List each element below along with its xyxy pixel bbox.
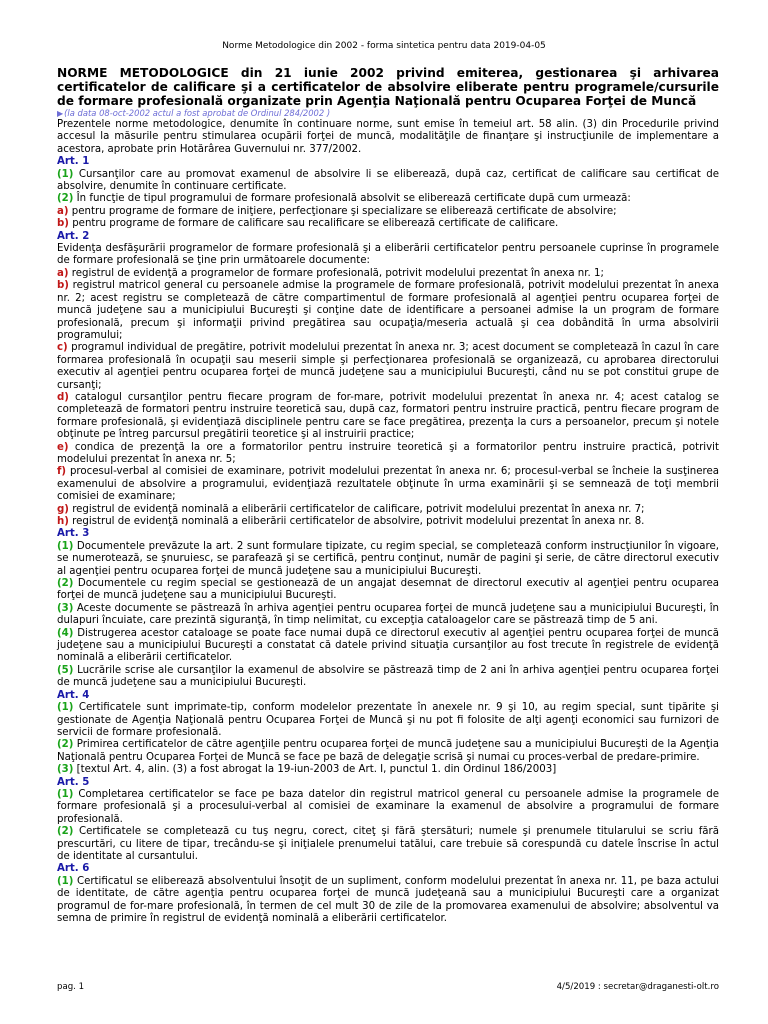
paragraph-text: Documentele prevăzute la art. 2 sunt formulare tipizate, cu regim special, se completează conform instrucţiunilor în vigoare, se numerotează, se şnuruiesc, se parafează şi se certifică, pentru conţinut, număr de pagini şi serie, de către directorul executiv al agenţiei pentru ocuparea forţei de muncă judeţene sau a municipiului Bucureşti.	[57, 540, 719, 577]
list-item	[57, 466, 719, 503]
paragraph-number: (2)	[57, 826, 74, 838]
item-letter: a)	[57, 267, 69, 279]
paragraph-number: (1)	[57, 702, 74, 714]
paragraph-text: Cursanţilor care au promovat examenul de absolvire li se eliberează, după caz, certificat de calificare sau certificat de absolvire, denumite în continuare certificate.	[57, 168, 719, 193]
paragraph-text: Documentele cu regim special se gestionează de un angajat desemnat de directorul executiv al agenţiei pentru ocuparea forţei de muncă judeţene sau a municipiului Bucureşti.	[57, 578, 719, 602]
numbered-paragraph	[57, 789, 719, 826]
article-heading	[57, 156, 719, 168]
item-letter: d)	[57, 391, 69, 403]
article-heading	[57, 231, 719, 243]
list-item	[57, 442, 719, 467]
list-item	[57, 516, 719, 528]
paragraph-number: (1)	[57, 788, 74, 800]
paragraph-text: Distrugerea acestor cataloage se poate face numai după ce directorul executiv al agenţiei pentru ocuparea forţei de muncă judeţene sau a municipiului Bucureşti a constatat că datele privind situaţia cursanţilor au fost trecute în registrele de evidenţă nominală a eliberării certificatelor.	[57, 627, 719, 664]
paragraph-text: Certificatele se completează cu tuş negru, corect, citeţ şi fără ştersături; numele şi prenumele titularului se scriu fără prescurtări, cu litere de tipar, trecându-se şi iniţialele prenumelui tatălui, care trebuie să corespundă cu datele înscrise în actul de identitate al cursantului.	[57, 826, 719, 862]
paragraph-number: (4)	[57, 627, 74, 639]
item-letter: e)	[57, 441, 69, 453]
article-heading-label: Art. 5	[57, 776, 90, 788]
article-heading	[57, 528, 719, 540]
paragraph	[57, 119, 719, 156]
paragraph-text: Aceste documente se păstrează în arhiva agenţiei pentru ocuparea forţei de muncă judeţene sau a municipiului Bucureşti, în dulapuri încuiate, care prezintă siguranţă, în timp nelimitat, cu excepţia cataloagelor care se păstrează timp de 5 ani.	[57, 602, 719, 627]
article-heading-label: Art. 4	[57, 689, 90, 701]
item-letter: b)	[57, 218, 69, 230]
document-title: NORME METODOLOGICE din 21 iunie 2002 privind emiterea, gestionarea şi arhivarea certificatelor de calificare şi a certificatelor de absolvire eliberate pentru programele/cursurile de formare profesională organizate prin Agenţia Naţională pentru Ocuparea Forţei de Muncă	[57, 66, 719, 108]
paragraph-number: (1)	[57, 540, 74, 552]
article-heading-label: Art. 1	[57, 156, 90, 168]
paragraph	[57, 243, 719, 268]
paragraph-number: (5)	[57, 664, 74, 676]
paragraph-text: pentru programe de formare de calificare sau recalificare se eliberează certificate de calificare.	[72, 218, 559, 230]
article-heading-label: Art. 3	[57, 528, 90, 540]
paragraph-text: registrul de evidenţă a programelor de formare profesională, potrivit modelului prezentat în anexa nr. 1;	[71, 267, 604, 279]
paragraph-text: condica de prezenţă la ore a formatorilor pentru instruire teoretică şi a formatorilor pentru instruire practică, potrivit modelului prezentat în anexa nr. 5;	[57, 441, 719, 465]
numbered-paragraph	[57, 764, 719, 776]
numbered-paragraph	[57, 876, 719, 926]
list-item	[57, 392, 719, 442]
approval-note-text: (la data 08-oct-2002 actul a fost aprobat de Ordinul 284/2002 )	[64, 108, 331, 118]
paragraph-number: (1)	[57, 875, 74, 887]
paragraph-text: registrul de evidenţă nominală a eliberării certificatelor de calificare, potrivit modelului prezentat în anexa nr. 7;	[72, 503, 645, 515]
list-item	[57, 206, 719, 218]
article-heading	[57, 777, 719, 789]
paragraph-text: Certificatele sunt imprimate-tip, conform modelelor prezentate în anexele nr. 9 şi 10, au regim special, sunt tipărite şi gestionate de Agenţia Naţională pentru Ocuparea Forţei de Muncă şi nu pot fi folosite de alţi agenţi economici sau furnizori de servicii de formare profesională.	[57, 702, 719, 738]
paragraph-text: catalogul cursanţilor pentru fiecare program de for-mare, potrivit modelului prezentat în anexa nr. 4; acest catalog se completează de formatori pentru instruire teoretică sau, după caz, formatori pentru instruire practică, pentru fiecare program de formare profesională, şi evidenţiază disciplinele pentru care se face pregătirea, prezenţa la curs a persoanelor, precum şi notele obţinute pe întreg parcursul pregătirii teoretice şi al instruirii practice;	[57, 391, 719, 441]
list-item	[57, 268, 719, 280]
paragraph-text: Primirea certificatelor de către agenţiile pentru ocuparea forţei de muncă judeţene sau a municipiului Bucureşti de la Agenţia Naţională pentru Ocuparea Forţei de Muncă se face pe bază de delegaţie scrisă şi numai cu proces-verbal de predare-primire.	[57, 739, 719, 763]
paragraph-text: Certificatul se eliberează absolventului însoţit de un supliment, conform modelului prezentat în anexa nr. 11, pe baza actului de identitate, de către agenţia pentru ocuparea forţei de muncă judeţeană sau a municipiului Bucureşti care a organizat programul de for-mare profesională, în termen de cel mult 30 de zile de la promovarea examenului de absolvire; absolventul va semna de primire în registrul de evidenţă nominală a eliberării certificatelor.	[57, 875, 720, 924]
paragraph-number: (2)	[57, 739, 74, 751]
item-letter: b)	[57, 280, 69, 292]
paragraph-number: (3)	[57, 602, 74, 614]
item-letter: g)	[57, 503, 69, 515]
article-heading	[57, 863, 719, 875]
paragraph-text: Completarea certificatelor se face pe baza datelor din registrul matricol general cu persoanele admise la programele de formare profesională şi a procesului-verbal al comisiei de examinare la examenul de absolvire a programului de formare profesională.	[57, 788, 719, 825]
paragraph-text: programul individual de pregătire, potrivit modelului prezentat în anexa nr. 3; acest document se completează în cazul în care formarea profesională în ocupaţii sau meserii simple şi perfecţionarea profesională se organizează, cu aprobarea directorului executiv al agenţiei pentru ocuparea forţei de muncă judeţene sau a municipiului Bucureşti, când nu se pot constitui grupe de cursanţi;	[57, 342, 719, 391]
play-triangle-icon: ▶	[57, 109, 64, 118]
numbered-paragraph	[57, 628, 719, 665]
paragraph-text: În funcţie de tipul programului de formare profesională absolvit se eliberează certificate după cum urmează:	[76, 193, 631, 205]
footer-date-email: 4/5/2019 : secretar@draganesti-olt.ro	[556, 982, 719, 992]
paragraph-text: registrul de evidenţă nominală a eliberării certificatelor de absolvire, potrivit modelului prezentat în anexa nr. 8.	[72, 516, 645, 527]
article-heading-label: Art. 2	[57, 230, 90, 242]
numbered-paragraph	[57, 702, 719, 739]
paragraph-text: Evidenţa desfăşurării programelor de formare profesională şi a eliberării certificatelor pentru persoanele cuprinse în programele de formare profesională se ţine prin următoarele documente:	[57, 243, 719, 267]
article-heading-label: Art. 6	[57, 863, 90, 875]
paragraph-text: pentru programe de formare de iniţiere, perfecţionare şi specializare se eliberează certificate de absolvire;	[71, 205, 617, 217]
article-heading	[57, 690, 719, 702]
list-item	[57, 218, 719, 230]
list-item	[57, 504, 719, 516]
paragraph-number: (3)	[57, 764, 74, 776]
approval-note[interactable]	[57, 108, 719, 119]
paragraph-text: Prezentele norme metodologice, denumite în continuare norme, sunt emise în temeiul art. 58 alin. (3) din Procedurile privind accesul la măsurile pentru stimularea ocupării forţei de muncă, modalităţile de finanţare şi instrucţiunile de implementare a acestora, aprobate prin Hotărârea Guvernului nr. 377/2002.	[57, 119, 719, 155]
page-number: pag. 1	[57, 982, 85, 992]
paragraph-number: (2)	[57, 193, 74, 205]
paragraph-text: Lucrările scrise ale cursanţilor la examenul de absolvire se păstrează timp de 2 ani în arhiva agenţiei pentru ocuparea forţei de muncă judeţene sau a municipiului Bucureşti.	[57, 664, 719, 689]
item-letter: c)	[57, 342, 68, 354]
list-item	[57, 342, 719, 392]
paragraph-number: (2)	[57, 578, 74, 590]
numbered-paragraph	[57, 665, 719, 690]
document-body	[57, 66, 719, 925]
running-header: Norme Metodologice din 2002 - forma sintetica pentru data 2019-04-05	[222, 41, 546, 51]
numbered-paragraph	[57, 739, 719, 764]
paragraph-text: registrul matricol general cu persoanele admise la programele de formare profesională, potrivit modelului prezentat în anexa nr. 2; acest registru se completează de către compartimentul de formare profesională al agenţiei pentru ocuparea forţei de muncă judeţene sau a municipiului Bucureşti şi conţine date de identificare a persoanei admise la un program de formare profesională, precum şi informaţii privind pregătirea sau ocupaţia/meseria actuală şi cea dobândită în urma absolvirii programului;	[57, 280, 719, 341]
item-letter: a)	[57, 205, 69, 217]
paragraph-text: procesul-verbal al comisiei de examinare, potrivit modelului prezentat în anexa nr. 6; procesul-verbal se încheie la susţinerea examenului de absolvire a programului, evidenţiază rezultatele obţinute în urma examinării şi se semnează de toţi membrii comisiei de examinare;	[57, 466, 719, 503]
numbered-paragraph	[57, 193, 719, 205]
paragraph-text: [textul Art. 4, alin. (3) a fost abrogat la 19-iun-2003 de Art. I, punctul 1. din Ordinul 186/2003]	[76, 764, 557, 776]
item-letter: h)	[57, 516, 69, 527]
item-letter: f)	[57, 466, 67, 478]
numbered-paragraph	[57, 169, 719, 194]
paragraph-number: (1)	[57, 168, 74, 180]
numbered-paragraph	[57, 603, 719, 628]
list-item	[57, 280, 719, 342]
numbered-paragraph	[57, 826, 719, 863]
numbered-paragraph	[57, 578, 719, 603]
numbered-paragraph	[57, 541, 719, 578]
paragraph-list	[57, 119, 719, 925]
